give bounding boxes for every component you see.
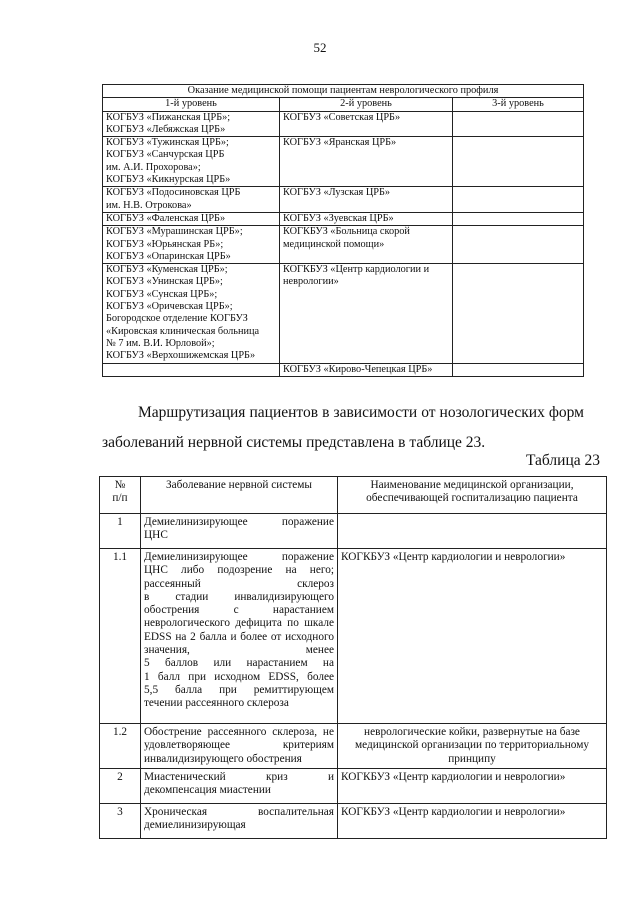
cell-line: КОГБУЗ «Кикнурская ЦРБ»: [106, 174, 231, 186]
cell-line: неврологии»: [283, 276, 339, 288]
disease-line: течении рассеянного склероза: [144, 697, 289, 710]
cell-line: КОГБУЗ «Фаленская ЦРБ»: [106, 212, 226, 224]
cell-line: им. А.И. Прохорова»;: [106, 161, 201, 173]
row-number: 1.2: [100, 724, 141, 769]
top-table-cell-level3: [453, 212, 584, 225]
cell-line: им. Н.В. Отрокова»: [106, 199, 192, 211]
cell-line: КОГБУЗ «Санчурская ЦРБ: [106, 149, 225, 161]
cell-line: КОГКБУЗ «Больница скорой: [283, 226, 410, 238]
cell-line: КОГБУЗ «Лебяжская ЦРБ»: [106, 123, 226, 135]
disease-line: рассеянный склероз: [144, 577, 334, 590]
header-num: [100, 477, 141, 514]
header-org-line-2: обеспечивающей госпитализацию пациента: [366, 492, 578, 505]
disease-line: Хроническая воспалительная: [144, 805, 334, 818]
table-caption: Таблица 23: [525, 452, 600, 469]
org-cell: КОГКБУЗ «Центр кардиологии и неврологии»: [338, 549, 607, 724]
top-table-header-level2: 2-й уровень: [280, 98, 453, 111]
header-num-line-2: п/п: [112, 492, 128, 505]
top-table-row: [103, 187, 584, 213]
top-table-header-level1: 1-й уровень: [103, 98, 280, 111]
routing-table-body: [100, 514, 607, 839]
org-cell: [338, 724, 607, 769]
top-table-body: [103, 111, 584, 376]
page-number: 52: [313, 40, 327, 55]
cell-line: КОГБУЗ «Подосиновская ЦРБ: [106, 187, 241, 199]
disease-line: ЦНС: [144, 529, 168, 542]
org-cell: КОГКБУЗ «Центр кардиологии и неврологии»: [338, 803, 607, 838]
paragraph-line-2: заболеваний нервной системы представлена в таблице 23.: [102, 434, 486, 451]
cell-line: № 7 им. В.И. Юрловой»;: [106, 337, 215, 349]
org-line: неврологические койки, развернутые на базе: [364, 726, 580, 738]
cell-line: КОГБУЗ «Мурашинская ЦРБ»;: [106, 226, 243, 238]
cell-line: медицинской помощи»: [283, 238, 385, 250]
top-table-cell-level1: [103, 363, 280, 376]
top-table-cell-level1: [103, 137, 280, 187]
org-cell: КОГКБУЗ «Центр кардиологии и неврологии»: [338, 768, 607, 803]
disease-cell: [141, 549, 338, 724]
disease-line: Миастенический криз и: [144, 770, 334, 783]
disease-line: EDSS на 2 балла и более от исходного: [144, 630, 334, 643]
disease-line: ЦНС либо подозрение на него;: [144, 564, 334, 577]
top-table-cell-level3: [453, 137, 584, 187]
cell-line: «Кировская клиническая больница: [106, 325, 260, 337]
disease-line: 5,5 балла при ремиттирующем: [144, 683, 334, 696]
top-table-cell-level2: [280, 363, 453, 376]
top-table-row: [103, 111, 584, 137]
org-line: медицинской организации по территориальному: [355, 739, 589, 752]
row-number: 2: [100, 768, 141, 803]
top-table-cell-level2: [280, 137, 453, 187]
top-table-cell-level2: [280, 212, 453, 225]
intro-paragraph: [102, 398, 584, 458]
top-table-row: [103, 212, 584, 225]
disease-line: декомпенсация миастении: [144, 784, 271, 797]
cell-line: КОГБУЗ «Верхошижемская ЦРБ»: [106, 350, 256, 362]
top-table-cell-level3: [453, 187, 584, 213]
cell-line: КОГБУЗ «Зуевская ЦРБ»: [283, 212, 394, 224]
disease-cell: [141, 803, 338, 838]
cell-line: Богородское отделение КОГБУЗ: [106, 313, 248, 325]
routing-table: [99, 476, 607, 839]
org-cell: [338, 514, 607, 549]
top-table-cell-level2: [280, 226, 453, 264]
cell-line: КОГБУЗ «Унинская ЦРБ»;: [106, 276, 223, 288]
top-table-cell-level2: [280, 264, 453, 363]
paragraph-line-1: Маршрутизация пациентов в зависимости от нозологических форм: [138, 404, 584, 421]
table-row: [100, 803, 607, 838]
disease-cell: [141, 724, 338, 769]
table-row: [100, 768, 607, 803]
top-table-cell-level3: [453, 264, 584, 363]
disease-cell: [141, 768, 338, 803]
cell-line: КОГБУЗ «Оричевская ЦРБ»;: [106, 301, 233, 313]
top-table-title: Оказание медицинской помощи пациентам неврологического профиля: [103, 85, 584, 98]
cell-line: КОГБУЗ «Опаринская ЦРБ»: [106, 250, 231, 262]
header-org: [338, 477, 607, 514]
table-row: [100, 724, 607, 769]
top-table-cell-level3: [453, 226, 584, 264]
org-line: принципу: [448, 752, 496, 765]
table-row: [100, 549, 607, 724]
top-table: [102, 84, 584, 377]
disease-cell: [141, 514, 338, 549]
row-number: 1.1: [100, 549, 141, 724]
cell-line: КОГБУЗ «Яранская ЦРБ»: [283, 137, 397, 149]
table-row: [100, 514, 607, 549]
top-table-cell-level1: [103, 212, 280, 225]
row-number: 1: [100, 514, 141, 549]
cell-line: КОГБУЗ «Пижанская ЦРБ»;: [106, 111, 231, 123]
cell-line: КОГБУЗ «Советская ЦРБ»: [283, 111, 401, 123]
top-table-row: [103, 226, 584, 264]
top-table-row: [103, 264, 584, 363]
disease-line: обострения с нарастанием: [144, 604, 334, 617]
row-number: 3: [100, 803, 141, 838]
top-table-cell-level1: [103, 226, 280, 264]
top-table-cell-level3: [453, 363, 584, 376]
disease-line: Обострение рассеянного склероза, не: [144, 726, 334, 738]
disease-line: удовлетворяющее критериям: [144, 739, 334, 752]
cell-line: КОГБУЗ «Юрьянская РБ»;: [106, 238, 224, 250]
top-table-cell-level2: [280, 111, 453, 137]
disease-line: 1 балл при исходном EDSS, более: [144, 670, 334, 683]
header-num-line-1: №: [114, 479, 126, 491]
disease-line: инвалидизирующего обострения: [144, 752, 302, 765]
disease-line: демиелинизирующая: [144, 819, 246, 832]
disease-line: Демиелинизирующее поражение: [144, 516, 334, 528]
header-disease: Заболевание нервной системы: [141, 477, 338, 514]
top-table-cell-level1: [103, 187, 280, 213]
cell-line: КОГБУЗ «Кирово-Чепецкая ЦРБ»: [283, 363, 433, 375]
disease-line: неврологического дефицита по шкале: [144, 617, 334, 630]
top-table-cell-level1: [103, 264, 280, 363]
top-table-cell-level1: [103, 111, 280, 137]
disease-line: в стадии инвалидизирующего: [144, 590, 334, 603]
top-table-row: [103, 137, 584, 187]
cell-line: КОГБУЗ «Куменская ЦРБ»;: [106, 264, 228, 276]
cell-line: КОГБУЗ «Тужинская ЦРБ»;: [106, 137, 229, 149]
cell-line: КОГКБУЗ «Центр кардиологии и: [283, 264, 430, 276]
cell-line: КОГБУЗ «Лузская ЦРБ»: [283, 187, 391, 199]
top-table-row: [103, 363, 584, 376]
disease-line: 5 баллов или нарастанием на: [144, 657, 334, 670]
cell-line: КОГБУЗ «Сунская ЦРБ»;: [106, 288, 218, 300]
top-table-header-level3: 3-й уровень: [453, 98, 584, 111]
disease-line: Демиелинизирующее поражение: [144, 551, 334, 563]
top-table-cell-level2: [280, 187, 453, 213]
header-org-line-1: Наименование медицинской организации,: [370, 479, 574, 491]
top-table-cell-level3: [453, 111, 584, 137]
disease-line: значения, менее: [144, 644, 334, 657]
